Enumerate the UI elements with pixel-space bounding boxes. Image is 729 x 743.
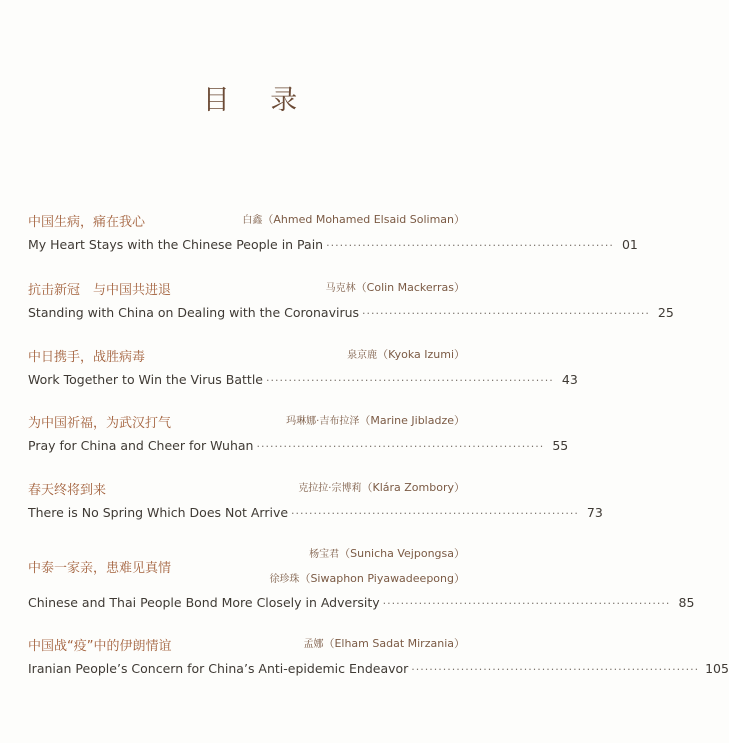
page-number: 01 bbox=[621, 237, 638, 252]
page-number: 25 bbox=[657, 305, 674, 320]
author-english-name: Kyoka Izumi bbox=[388, 348, 454, 361]
english-title-line[interactable] bbox=[28, 372, 578, 387]
author-english-name: Marine Jibladze bbox=[370, 414, 454, 427]
author: 孟娜（Elham Sadat Mirzania） bbox=[303, 637, 465, 650]
author-chinese-name: 克拉拉·宗博莉 bbox=[298, 483, 362, 494]
english-title: Iranian People’s Concern for China’s Anti-epidemic Endeavor bbox=[28, 661, 409, 676]
english-title: My Heart Stays with the Chinese People in Pain bbox=[28, 237, 324, 252]
author-english-name: Klára Zombory bbox=[372, 481, 454, 494]
author-english-name: Elham Sadat Mirzania bbox=[334, 637, 454, 650]
toc-title: 目 录 bbox=[202, 85, 314, 116]
chinese-title: 中日携手，战胜病毒 bbox=[28, 350, 146, 365]
author-chinese-name: 徐珍珠 bbox=[269, 574, 300, 585]
leader-dots: ································································ bbox=[291, 507, 579, 520]
leader-dots: ································································ bbox=[362, 307, 650, 320]
author: 白鑫（Ahmed Mohamed Elsaid Soliman） bbox=[242, 213, 465, 226]
author-english-name: Ahmed Mohamed Elsaid Soliman bbox=[273, 213, 454, 226]
author: 玛琳娜·吉布拉泽（Marine Jibladze） bbox=[286, 414, 465, 427]
chinese-title: 中国战“疫”中的伊朗情谊 bbox=[28, 639, 172, 654]
author-chinese-name: 玛琳娜·吉布拉泽 bbox=[286, 416, 360, 427]
english-title-line[interactable] bbox=[28, 505, 603, 520]
author-chinese-name: 白鑫 bbox=[242, 215, 263, 226]
english-title: There is No Spring Which Does Not Arrive bbox=[28, 505, 289, 520]
leader-dots: ································································ bbox=[382, 597, 671, 610]
author-chinese-name: 杨宝君 bbox=[309, 549, 340, 560]
author: 马克林（Colin Mackerras） bbox=[325, 281, 465, 294]
page-number: 73 bbox=[586, 505, 603, 520]
english-title-line[interactable] bbox=[28, 438, 569, 453]
english-title: Standing with China on Dealing with the Coronavirus bbox=[28, 305, 360, 320]
chinese-title: 抗击新冠 与中国共进退 bbox=[28, 283, 172, 298]
author-english-name: Siwaphon Piyawadeepong bbox=[310, 572, 454, 585]
english-title: Chinese and Thai People Bond More Closely in Adversity bbox=[28, 595, 380, 610]
leader-dots: ································································ bbox=[266, 374, 554, 387]
author: 杨宝君（Sunicha Vejpongsa） bbox=[309, 547, 465, 560]
english-title-line[interactable] bbox=[28, 595, 695, 610]
author: 克拉拉·宗博莉（Klára Zombory） bbox=[298, 481, 465, 494]
author: 徐珍珠（Siwaphon Piyawadeepong） bbox=[269, 572, 465, 585]
chinese-title: 中国生病，痛在我心 bbox=[28, 215, 146, 230]
page-number: 105 bbox=[705, 661, 729, 676]
author: 泉京鹿（Kyoka Izumi） bbox=[347, 348, 465, 361]
leader-dots: ································································ bbox=[256, 440, 545, 453]
english-title-line[interactable] bbox=[28, 661, 729, 676]
chinese-title: 中泰一家亲，患难见真情 bbox=[28, 561, 172, 576]
author-chinese-name: 泉京鹿 bbox=[347, 350, 378, 361]
leader-dots: ································································ bbox=[326, 239, 614, 252]
chinese-title: 春天终将到来 bbox=[28, 483, 107, 498]
leader-dots: ································································ bbox=[411, 663, 700, 676]
author-chinese-name: 孟娜 bbox=[303, 639, 324, 650]
author-english-name: Sunicha Vejpongsa bbox=[350, 547, 454, 560]
page-number: 43 bbox=[561, 372, 578, 387]
english-title-line[interactable] bbox=[28, 237, 638, 252]
chinese-title: 为中国祈福，为武汉打气 bbox=[28, 416, 172, 431]
author-chinese-name: 马克林 bbox=[325, 283, 356, 294]
page-number: 55 bbox=[552, 438, 569, 453]
page-number: 85 bbox=[678, 595, 695, 610]
english-title: Work Together to Win the Virus Battle bbox=[28, 372, 263, 387]
english-title: Pray for China and Cheer for Wuhan bbox=[28, 438, 254, 453]
english-title-line[interactable] bbox=[28, 305, 674, 320]
author-english-name: Colin Mackerras bbox=[366, 281, 454, 294]
